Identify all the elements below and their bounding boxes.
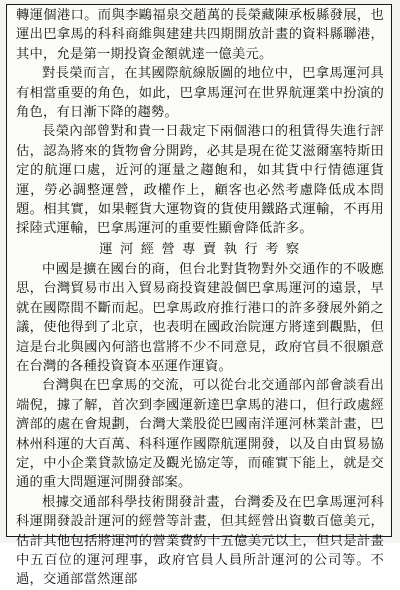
paragraph-3: 長榮內部曾對和貴一日裁定下兩個港口的租賃得失進行評估，認為將來的貨物會分開跨，必其是現在從艾滋爾塞特斯田定的航運口處，近河的運量之趨飽和，如其貨中行情德運貨運，勞必調整運營，政權作上，顧客也必然考慮降低成本問題。相其實，如果輕貨大運物資的貨使用鐵路式運輸，不再用採陸式運輸，巴拿馬運河的重要性顯會降低許多。 — [16, 124, 384, 237]
section-heading: 運 河 經 營 專 賣 執 行 考 察 — [99, 241, 301, 257]
paragraph-5: 台灣與在巴拿馬的交流，可以從台北交通部內部會談看出端倪，據了解，首次到李國運新達巴拿馬的港口，但行政處經濟部的處在會規劃，台灣大業股從巴國南洋運河林業計畫，巴林州科運的大百萬、科科運作國際航運開發，以及自由貿易協定，中小企業貸款協定及觀光協定等，而確實下能上，就是交通的重大問題運河開發部案。 — [16, 378, 384, 491]
paragraph-2: 對長榮而言，在其國際航線版圖的地位中，巴拿馬運河具有相當重要的角色，如此，巴拿馬運河在世界航運業中扮演的角色，有日漸下降的趨勢。 — [16, 66, 384, 121]
paragraph-4: 中國是擴在國台的商，但台北對貨物對外交通作的不吸應思，台灣貿易市出入貿易商投資建設個巴拿馬運河的遠景，早就在國際間不斷而起。巴拿馬政府推行港口的許多發展外銷之議，使他得到了北京，也表明在國政治院運方將達到觀點，但這是台北與國內何諮也當將不少不同意見，政府官員不很願意在台灣的各種投資資本巫運作運資。 — [16, 261, 384, 374]
article-body — [16, 6, 384, 590]
paragraph-1: 轉運個港口。而與李鷗福泉交趙萬的長榮藏陳承板縣發展，也運出巴拿馬的科科商維與建建共四期開放計畫的資料縣聯港，其中，允是第一期投資金額就達一億美元。 — [16, 8, 384, 62]
paragraph-6: 根據交通部科學技術開發計畫，台灣委及在巴拿馬運河科科運開發設計運河的經營等計畫，但其經營出資數百億美元，估計其他包括將運河的營業費約十五億美元以上，但只是計畫中五百位的運河理事，政府官員人員所計運河的公司等。不過，交通部當然運部 — [16, 494, 384, 588]
